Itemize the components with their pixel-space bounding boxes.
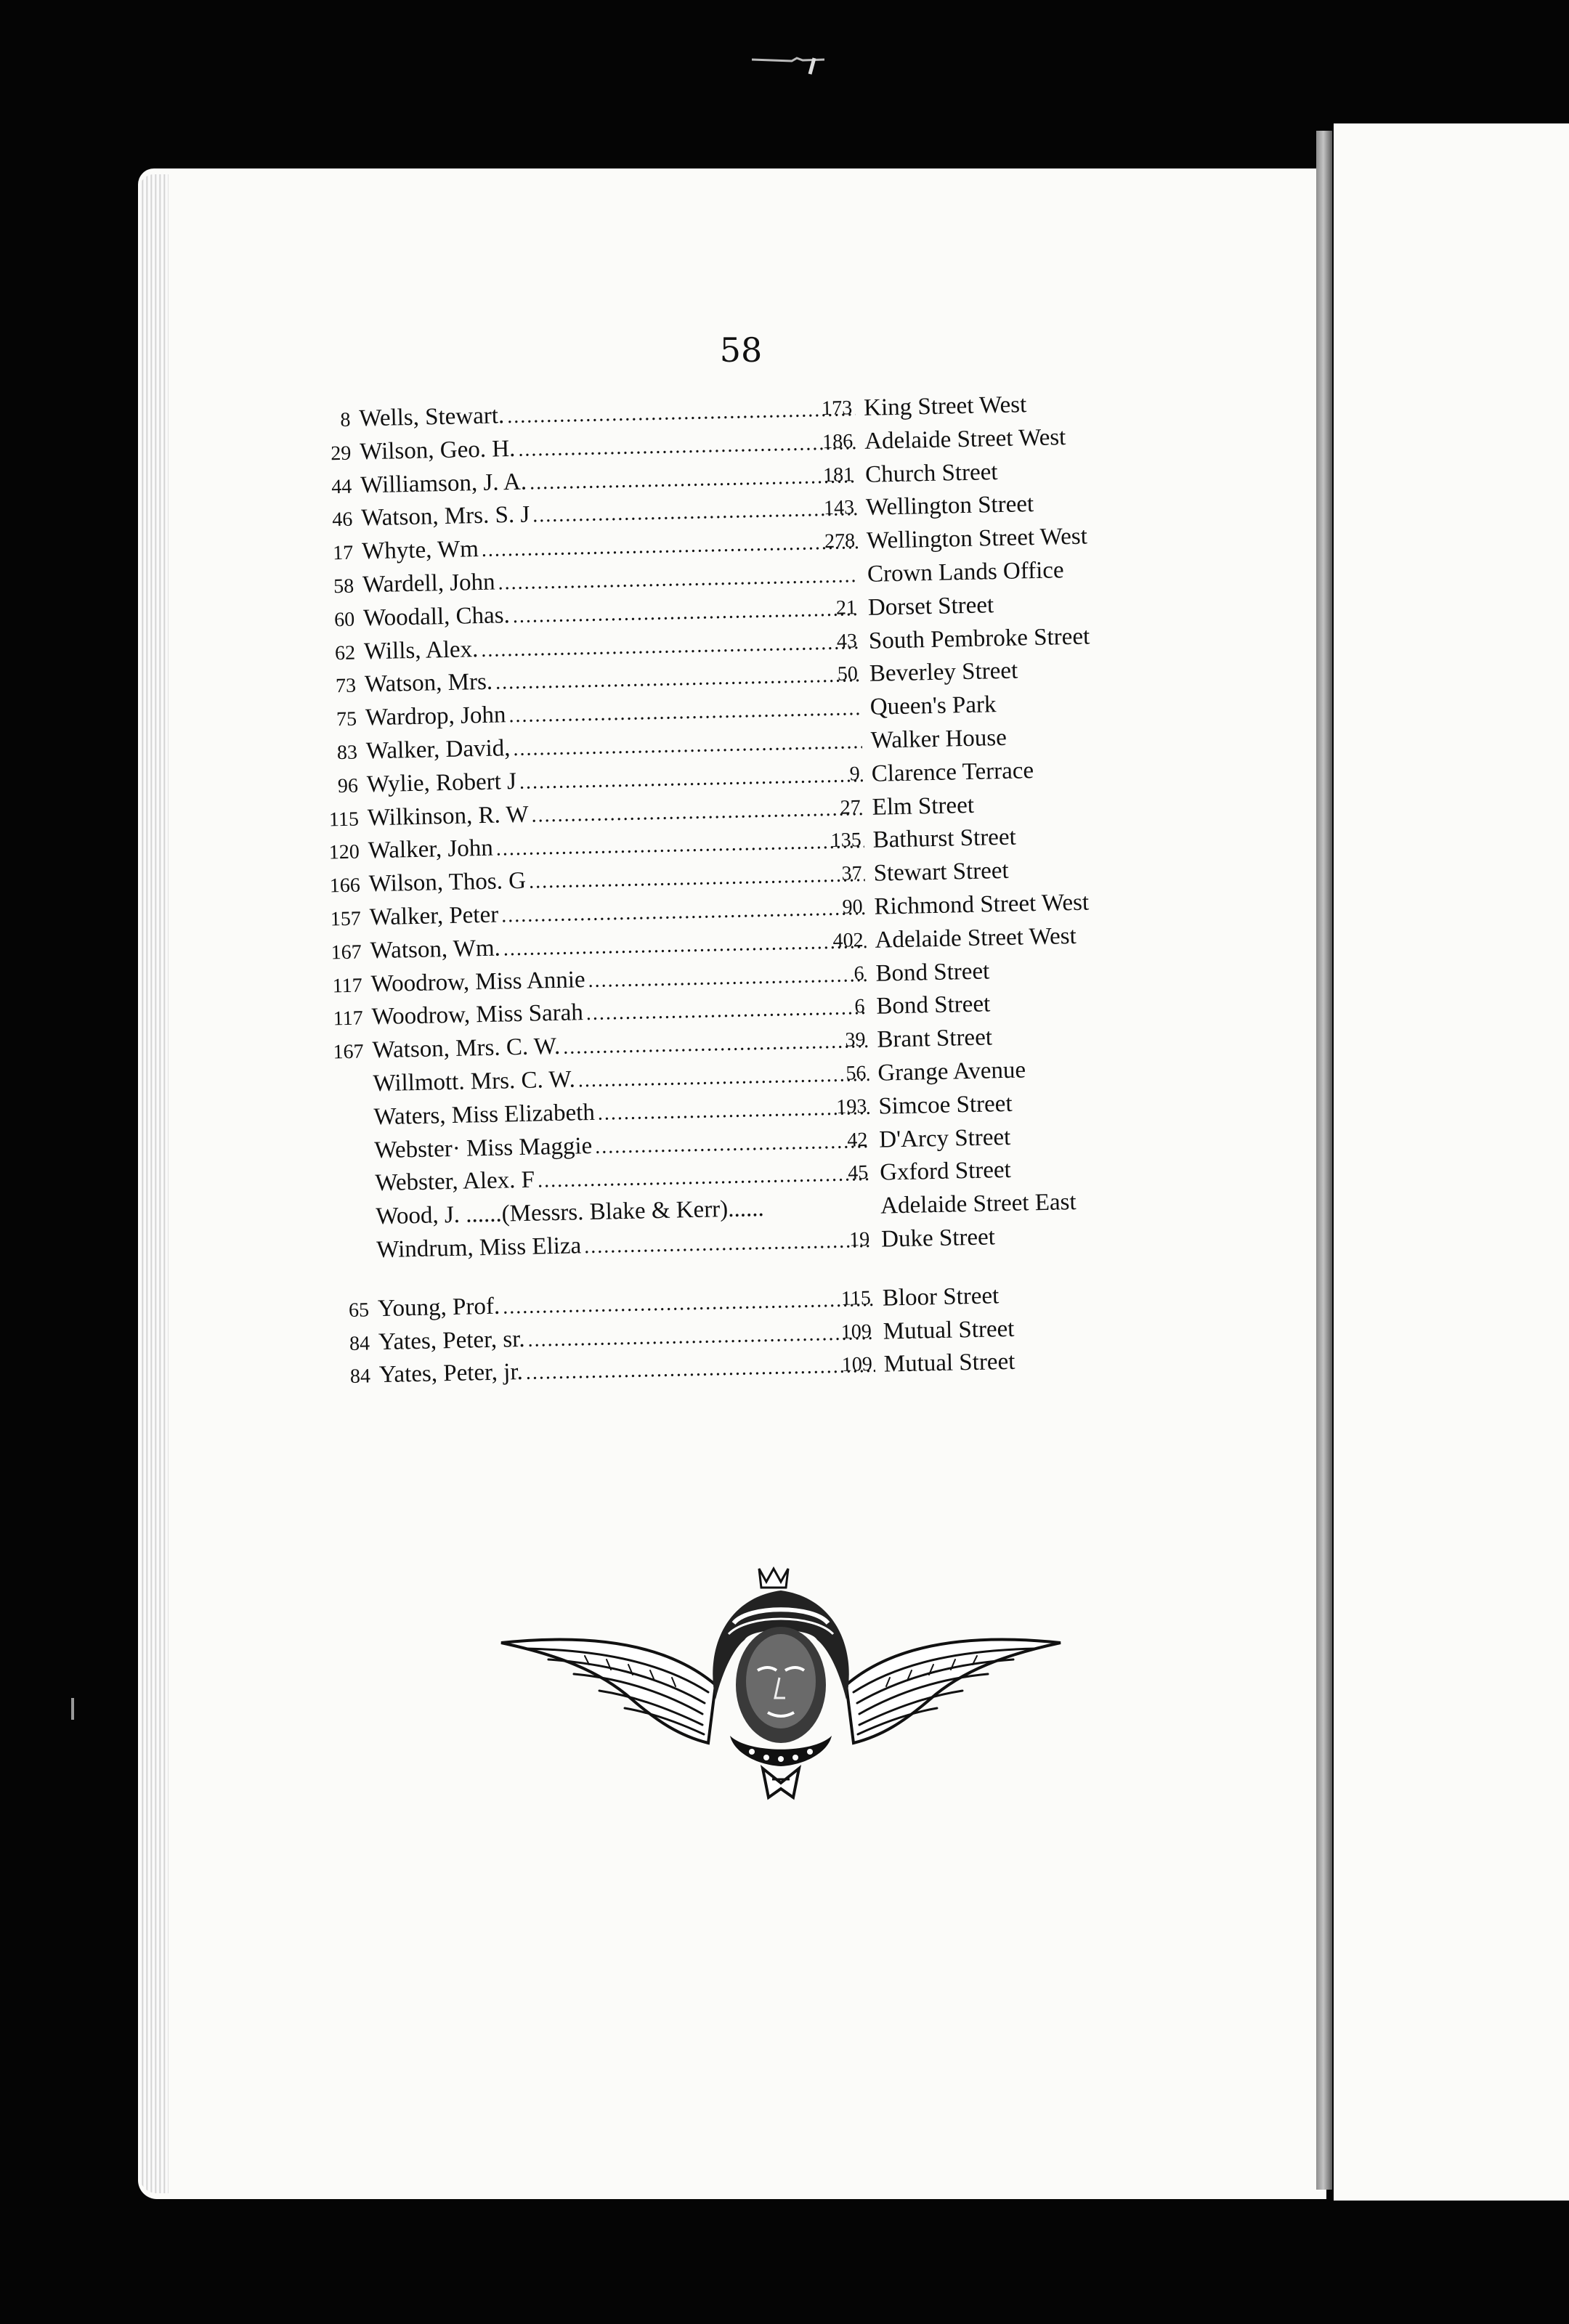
entry-number: 73 <box>335 674 357 698</box>
book-gutter <box>1316 131 1332 2190</box>
house-number: 43 <box>836 629 858 653</box>
entry-number: 44 <box>331 475 352 498</box>
entry-number: 115 <box>328 808 360 831</box>
house-number: 6 <box>854 995 865 1018</box>
entry-number: 167 <box>333 1040 364 1064</box>
entry-number <box>322 1191 367 1192</box>
house-number: 42 <box>846 1128 868 1152</box>
dot-leader <box>581 1227 873 1259</box>
house-number: 39 <box>845 1028 866 1052</box>
house-number: 135 <box>830 829 861 853</box>
dot-leader <box>530 498 858 528</box>
house-number: 278 <box>824 529 856 553</box>
entry-number <box>320 1124 365 1125</box>
house-number: 21 <box>835 596 857 619</box>
street-address: Mutual Street <box>883 1349 1015 1378</box>
street-address: Simcoe Street <box>877 1090 1013 1120</box>
entry-name: Woodrow, Miss Sarah <box>371 999 584 1031</box>
entry-number: 17 <box>332 541 354 565</box>
house-number: 109 <box>841 1353 873 1377</box>
dot-leader <box>526 864 865 894</box>
entry-name: Woodrow, Miss Annie <box>370 966 585 997</box>
entry-number: 58 <box>333 574 354 598</box>
dot-leader <box>495 564 859 595</box>
entry-name: Wardell, John <box>362 569 495 598</box>
dot-leader <box>764 1214 872 1216</box>
dot-leader <box>504 398 856 428</box>
entry-name: Wardrop, John <box>365 702 506 731</box>
dot-leader <box>523 1354 876 1385</box>
dot-leader <box>583 996 868 1025</box>
street-address: Walker House <box>870 724 1008 754</box>
right-wing-icon <box>846 1640 1061 1743</box>
house-number: 402 <box>832 928 864 952</box>
dot-leader <box>595 1094 870 1126</box>
dot-leader <box>492 830 864 861</box>
dot-leader <box>478 631 860 662</box>
entry-number: 29 <box>331 442 352 466</box>
entry-number <box>323 1224 368 1225</box>
dot-leader <box>592 1129 871 1158</box>
dot-leader <box>498 897 866 928</box>
film-scratch-mark <box>752 54 824 76</box>
dot-leader <box>500 930 867 962</box>
entry-name: Windrum, Miss Eliza <box>376 1232 582 1264</box>
street-address: Mutual Street <box>883 1315 1015 1345</box>
street-address: Bloor Street <box>882 1282 1000 1312</box>
margin-mark <box>71 1698 74 1720</box>
street-address: Adelaide Street East <box>880 1189 1077 1219</box>
house-number: 109 <box>840 1320 872 1344</box>
street-address: South Pembroke Street <box>868 623 1090 654</box>
house-number: 115 <box>840 1286 872 1310</box>
entry-name: Young, Prof. <box>377 1293 500 1322</box>
right-page <box>1334 123 1569 2201</box>
dot-leader <box>510 731 862 761</box>
street-address: Richmond Street West <box>874 889 1090 920</box>
entry-number: 166 <box>329 874 361 898</box>
entry-number: 83 <box>336 741 358 765</box>
entry-name: Wilson, Thos. G <box>368 867 527 898</box>
winged-cherub-head-icon <box>498 1561 1064 1830</box>
entry-number: 46 <box>331 508 353 532</box>
house-number: 143 <box>823 496 855 520</box>
dot-leader <box>535 1163 872 1193</box>
dot-leader <box>492 664 861 695</box>
dot-leader <box>585 964 867 993</box>
street-address: Brant Street <box>877 1024 993 1053</box>
dot-leader <box>528 797 864 828</box>
house-number: 9 <box>849 762 861 786</box>
dot-leader <box>560 1030 869 1060</box>
entry-number: 120 <box>328 840 360 864</box>
house-number: 181 <box>822 463 854 487</box>
page-number: 58 <box>719 330 763 370</box>
entry-number: 60 <box>333 608 355 632</box>
entry-number: 117 <box>333 1007 363 1031</box>
street-address: Bond Street <box>876 991 991 1020</box>
entry-number: 157 <box>330 907 362 931</box>
entry-name: Walker, David, <box>365 735 511 765</box>
house-number: 45 <box>847 1161 869 1185</box>
house-number: 37 <box>841 862 862 885</box>
street-address: Crown Lands Office <box>867 557 1064 588</box>
entry-name: Watson, Mrs. <box>364 669 493 698</box>
street-address: Adelaide Street West <box>875 922 1077 954</box>
street-address: Bond Street <box>875 957 990 987</box>
dot-leader <box>510 598 860 628</box>
street-address: Stewart Street <box>873 858 1010 887</box>
entry-number <box>323 1257 368 1258</box>
entry-number: 65 <box>348 1299 370 1322</box>
entry-name: Willmott. Mrs. C. W. <box>373 1066 576 1097</box>
entry-number: 96 <box>337 774 359 797</box>
house-number: 19 <box>848 1227 870 1251</box>
entry-name: Webster, Alex. F <box>375 1166 535 1197</box>
house-number: 56 <box>846 1061 867 1085</box>
street-address: Clarence Terrace <box>871 757 1034 787</box>
entry-name: Walker, John <box>368 835 494 864</box>
entry-name: Wilson, Geo. H. <box>359 435 516 466</box>
street-address: Wellington Street <box>865 491 1034 521</box>
entry-number: 117 <box>332 974 363 997</box>
street-address: Gxford Street <box>879 1157 1012 1186</box>
street-address: Bathurst Street <box>872 824 1017 854</box>
dot-leader <box>479 531 859 562</box>
entry-name: Wylie, Robert J <box>366 768 517 798</box>
entry-name: Watson, Mrs. S. J <box>360 501 530 532</box>
entry-number: 167 <box>331 940 362 964</box>
entry-name: Williamson, J. A. <box>360 468 527 499</box>
entry-number: 84 <box>349 1365 371 1389</box>
directory-listing <box>305 388 1241 1397</box>
house-number: 6 <box>854 962 864 985</box>
entry-name: Wilkinson, R. W <box>367 801 529 831</box>
entry-name: Watson, Wm. <box>370 935 501 964</box>
entry-name: Whyte, Wm <box>361 536 479 565</box>
entry-number: 62 <box>334 641 356 665</box>
street-address: Queen's Park <box>869 691 997 720</box>
street-address: Elm Street <box>872 792 975 821</box>
house-number: 27 <box>840 795 861 819</box>
entry-number <box>320 1091 365 1092</box>
street-address: Dorset Street <box>867 591 994 621</box>
house-number: 50 <box>837 662 859 686</box>
dot-leader <box>516 764 864 795</box>
entry-name: Walker, Peter <box>369 901 499 931</box>
dot-leader <box>500 1288 874 1320</box>
entry-name: Yates, Peter, sr. <box>378 1325 525 1355</box>
entry-number: 84 <box>349 1331 370 1355</box>
entry-name: Yates, Peter, jr. <box>378 1359 524 1389</box>
entry-name: Watson, Mrs. C. W. <box>372 1033 561 1064</box>
street-address: King Street West <box>863 391 1027 421</box>
entry-name: Webster· Miss Maggie <box>374 1132 593 1163</box>
street-address: Duke Street <box>880 1224 996 1253</box>
entry-number: 75 <box>336 707 357 731</box>
cherub-head-icon <box>713 1569 849 1797</box>
entry-name: Woodall, Chas. <box>362 601 511 632</box>
house-number: 90 <box>842 895 863 919</box>
entry-number: 8 <box>340 408 351 431</box>
entry-name: Wells, Stewart. <box>358 402 505 432</box>
house-number: 173 <box>821 397 853 420</box>
entry-name: Waters, Miss Elizabeth <box>373 1099 596 1130</box>
dot-leader <box>506 697 861 728</box>
house-number: 193 <box>836 1094 867 1118</box>
left-wing-icon <box>501 1640 715 1743</box>
street-address: Wellington Street West <box>866 523 1088 555</box>
house-number: 186 <box>822 430 854 453</box>
entry-name: Wood, J. ......(Messrs. Blake & Kerr)...... <box>376 1195 765 1230</box>
street-address: Grange Avenue <box>877 1057 1026 1086</box>
dot-leader <box>524 1321 875 1352</box>
page-edges <box>139 174 169 2193</box>
dot-leader <box>515 431 856 462</box>
street-address: Church Street <box>864 458 998 488</box>
street-address: D'Arcy Street <box>878 1124 1011 1153</box>
street-address: Adelaide Street West <box>864 423 1066 455</box>
dot-leader <box>575 1063 869 1092</box>
street-address: Beverley Street <box>869 657 1018 688</box>
entry-name: Wills, Alex. <box>363 635 479 665</box>
dot-leader <box>527 465 857 495</box>
